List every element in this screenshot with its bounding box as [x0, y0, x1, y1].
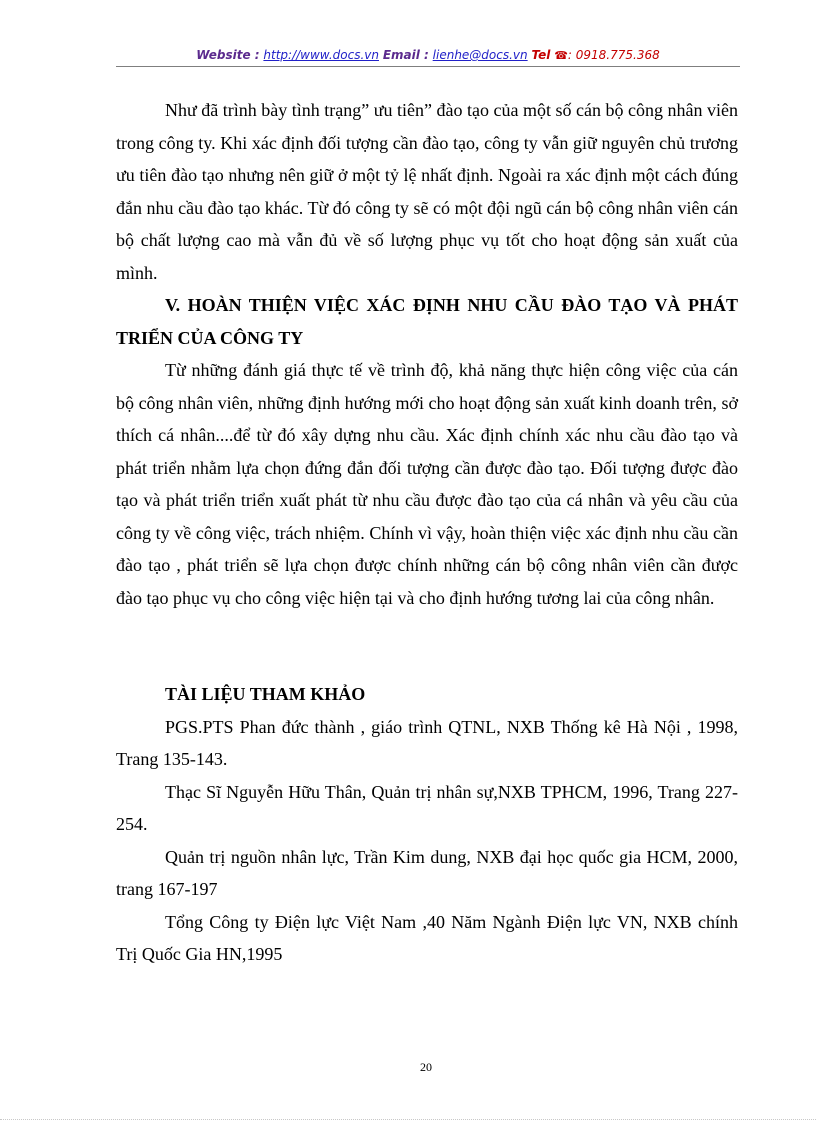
email-label: Email : — [382, 48, 429, 62]
reference-item: PGS.PTS Phan đức thành , giáo trình QTNL, NXB Thống kê Hà Nội , 1998, Trang 135-143. — [116, 716, 738, 769]
phone-number: : 0918.775.368 — [567, 48, 660, 62]
phone-icon: ☎ — [554, 49, 568, 62]
website-label: Website : — [196, 48, 260, 62]
section-heading: V. HOÀN THIỆN VIỆC XÁC ĐỊNH NHU CẦU ĐÀO TẠO VÀ PHÁT TRIỂN CỦA CÔNG TY — [116, 295, 738, 348]
reference-item: Thạc Sĩ Nguyễn Hữu Thân, Quản trị nhân sự,NXB TPHCM, 1996, Trang 227-254. — [116, 781, 738, 834]
email-link[interactable]: lienhe@docs.vn — [432, 48, 528, 62]
tel-label: Tel — [531, 48, 551, 62]
page-header — [116, 47, 740, 64]
header-divider — [116, 66, 740, 67]
page-bottom-edge — [0, 1119, 816, 1120]
reference-item: Tổng Công ty Điện lực Việt Nam ,40 Năm Ngành Điện lực VN, NXB chính Trị Quốc Gia HN,1995 — [116, 911, 738, 964]
page-number: 20 — [420, 1060, 432, 1074]
paragraph-1: Như đã trình bày tình trạng” ưu tiên” đào tạo của một số cán bộ công nhân viên trong công ty. Khi xác định đối tượng cần đào tạo, công ty vẫn giữ nguyên chủ trương ưu tiên đào tạo nhưng nên giữ ở một tỷ lệ nhất định. Ngoài ra xác định một cách đúng đắn nhu cầu đào tạo khác. Từ đó công ty sẽ có một đội ngũ cán bộ công nhân viên cán bộ chất lượng cao mà vẫn đủ về số lượng phục vụ tốt cho hoạt động sản xuất của mình. — [116, 100, 738, 283]
references-heading: TÀI LIỆU THAM KHẢO — [165, 684, 366, 704]
document-body — [116, 94, 738, 971]
website-link[interactable]: http://www.docs.vn — [263, 48, 379, 62]
reference-item: Quản trị nguồn nhân lực, Trần Kim dung, NXB đại học quốc gia HCM, 2000, trang 167-197 — [116, 846, 738, 899]
paragraph-2: Từ những đánh giá thực tế về trình độ, khả năng thực hiện công việc của cán bộ công nhân viên, những định hướng mới cho hoạt động sản xuất kinh doanh trên, sở thích cá nhân....để từ đó xây dựng nhu cầu. Xác định chính xác nhu cầu đào tạo và phát triển nhằm lựa chọn đứng đắn đối tượng cần được đào tạo. Đối tượng được đào tạo và phát triển triển xuất phát từ nhu cầu được đào tạo của cá nhân và yêu cầu của công ty về công việc, trách nhiệm. Chính vì vậy, hoàn thiện việc xác định nhu cầu cần đào tạo , phát triển sẽ lựa chọn được chính những cán bộ công nhân viên cần được đào tạo phục vụ cho công việc hiện tại và cho định hướng tương lai của công nhân. — [116, 360, 738, 608]
